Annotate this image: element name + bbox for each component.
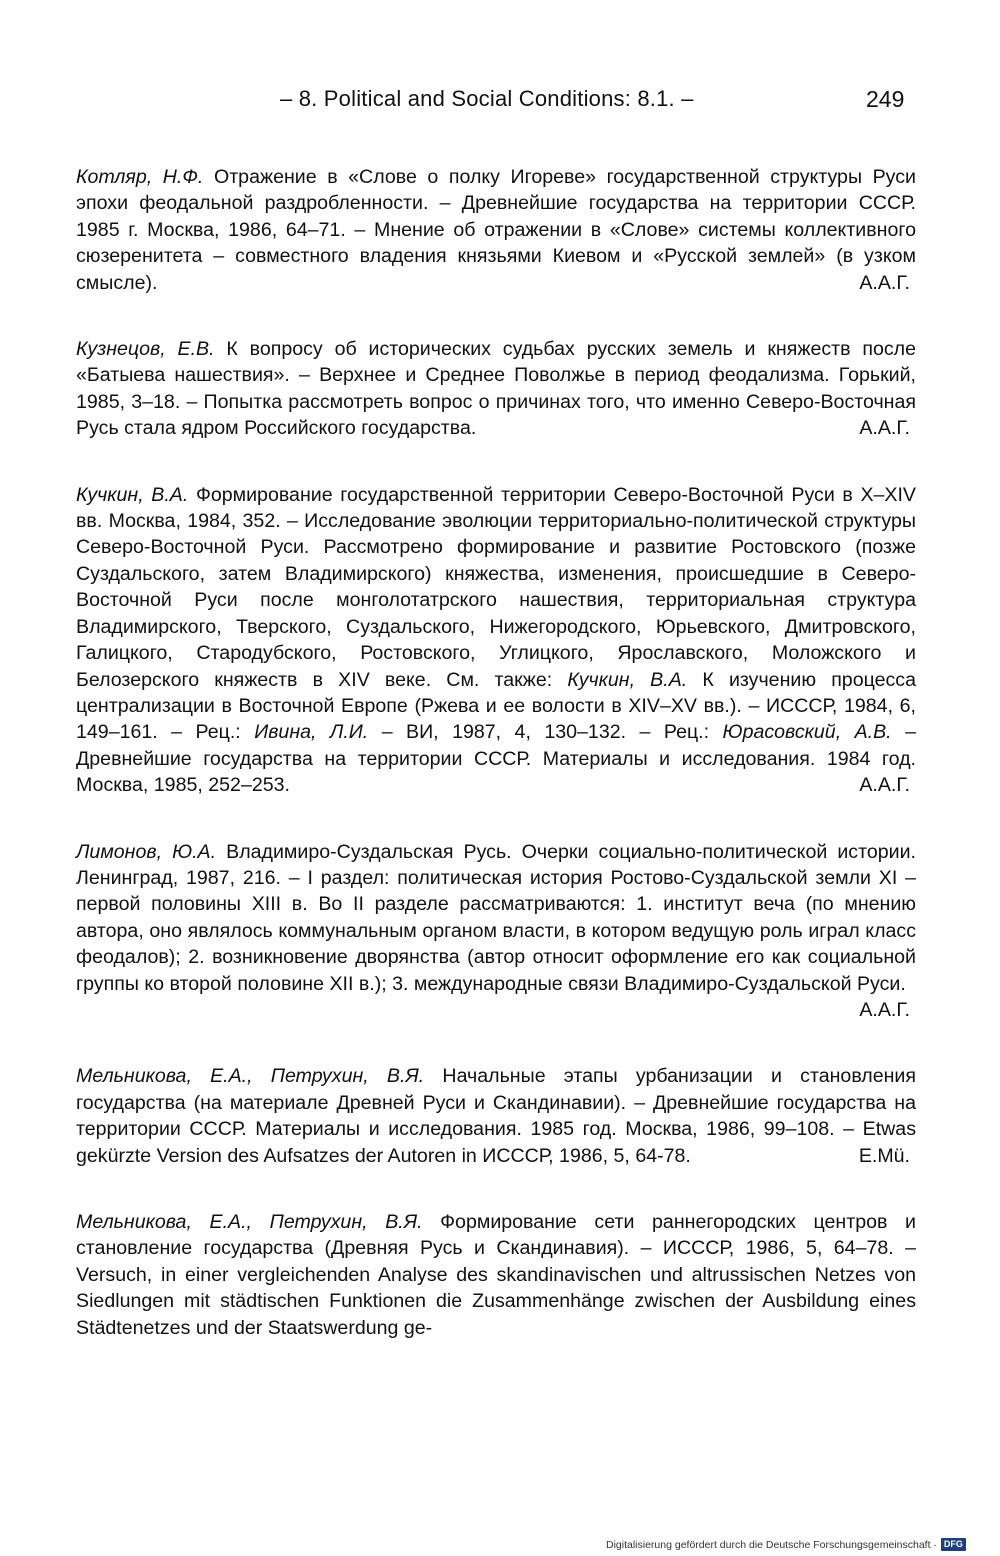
entry-signature: А.А.Г.: [859, 417, 910, 440]
bibliography-entry: [76, 839, 916, 1024]
page-number: 249: [866, 86, 905, 112]
entry-ref-author: Кучкин, В.А.: [567, 668, 688, 691]
entry-text: Отражение в «Слове о полку Игореве» государственной структуры Руси эпохи феодальной раздробленности. – Древнейшие государства на территории СССР. 1985 г. Москва, 1986, 64–71. – Мнение об отражении в «Слове» системы коллективного сюзеренитета – совместного владения князьями Киевом и «Русской землей» (в узком смысле).: [76, 166, 916, 294]
entry-text: Формирование сети раннегородских центров и становление государства (Древняя Русь и Скандинавия). – ИСССР, 1986, 5, 64–78. – Versuch, in einer vergleichenden Analyse des skandinavischen und altrussischen Netzes von Siedlungen mit städtischen Funktionen die Zusammenhänge zwischen der Ausbildung eines Städtenetzes und der Staatswerdung ge-: [76, 1211, 916, 1339]
footer-text: Digitalisierung gefördert durch die Deutsche Forschungsgemeinschaft ·: [606, 1538, 937, 1551]
entry-author: Кучкин, В.А.: [76, 483, 189, 506]
running-head: – 8. Political and Social Conditions: 8.1. –: [280, 86, 694, 111]
entry-signature: А.А.Г.: [859, 998, 910, 1021]
entry-ref-author: Ивина, Л.И.: [254, 721, 369, 744]
bibliography-entry: [76, 336, 916, 442]
dfg-logo: DFG: [941, 1538, 966, 1551]
bibliography-entry: [76, 1063, 916, 1169]
entry-author: Лимонов, Ю.А.: [76, 840, 217, 863]
entry-signature: А.А.Г.: [859, 271, 910, 294]
entry-author: Мельникова, Е.А., Петрухин, В.Я.: [76, 1065, 425, 1088]
entry-text: К изучению процесса централизации в Восточной Европе (Ржева и ее волости в XIV–XV вв.). – ИСССР, 1984, 6, 149–161. – Рец.:: [76, 668, 916, 744]
entry-text: Формирование государственной территории Северо-Восточной Руси в X–XIV вв. Москва, 1984, 352. – Исследование эволюции территориально-политической структуры Северо-Восточной Руси. Рассмотрено формирование и развитие Ростовского (позже Суздальского, затем Владимирского) княжества, изменения, происшедшие в Северо-Восточной Руси после монголотатрского нашествия, территориальная структура Владимирского, Тверского, Суздальского, Нижегородского, Юрьевского, Дмитровского, Галицкого, Стародубского, Ростовского, Углицкого, Ярославского, Моложского и Белозерского княжеств в XIV веке. См. также:: [76, 483, 916, 691]
entry-text: – Древнейшие государства на территории СССР. Материалы и исследования. 1984 год. Москва, 1985, 252–253.: [76, 721, 916, 797]
entry-signature: А.А.Г.: [859, 774, 910, 797]
bibliography-entry: [76, 482, 916, 799]
entry-author: Котляр, Н.Ф.: [76, 166, 204, 188]
entry-author: Мельникова, Е.А., Петрухин, В.Я.: [76, 1211, 423, 1233]
entry-text: Владимиро-Суздальская Русь. Очерки социально-политической истории. Ленинград, 1987, 216. – I раздел: политическая история Ростово-Суздальской земли XI – первой половины XIII в. Во II разделе рассматриваются: 1. институт веча (по мнению автора, оно являлось коммунальным органом власти, в котором ведущую роль играл класс феодалов); 2. возникновение дворянства (автор относит оформление его как социальной группы ко второй половине XII в.); 3. международные связи Владимиро-Суздальской Руси.: [76, 840, 916, 995]
entry-author: Кузнецов, Е.В.: [76, 338, 215, 361]
bibliography-body: [76, 164, 916, 1381]
entry-text: Начальные этапы урбанизации и становления государства (на материале Древней Руси и Скандинавии). – Древнейшие государства на территории СССР. Материалы и исследования. 1985 год. Москва, 1986, 99–108. – Etwas gekürzte Version des Aufsatzes der Autoren in ИСССР, 1986, 5, 64-78.: [76, 1065, 916, 1167]
bibliography-entry: [76, 164, 916, 296]
entry-text: К вопросу об исторических судьбах русских земель и княжеств после «Батыева нашествия». – Верхнее и Среднее Поволжье в период феодализма. Горький, 1985, 3–18. – Попытка рассмотреть вопрос о причинах того, что именно Северо-Восточная Русь стала ядром Российского государства.: [76, 338, 916, 440]
entry-text: – ВИ, 1987, 4, 130–132. – Рец.:: [381, 721, 710, 744]
bibliography-entry: [76, 1209, 916, 1341]
entry-signature: E.Mü.: [858, 1144, 910, 1167]
entry-ref-author: Юрасовский, А.В.: [722, 721, 892, 744]
digitization-footer: [606, 1538, 966, 1551]
